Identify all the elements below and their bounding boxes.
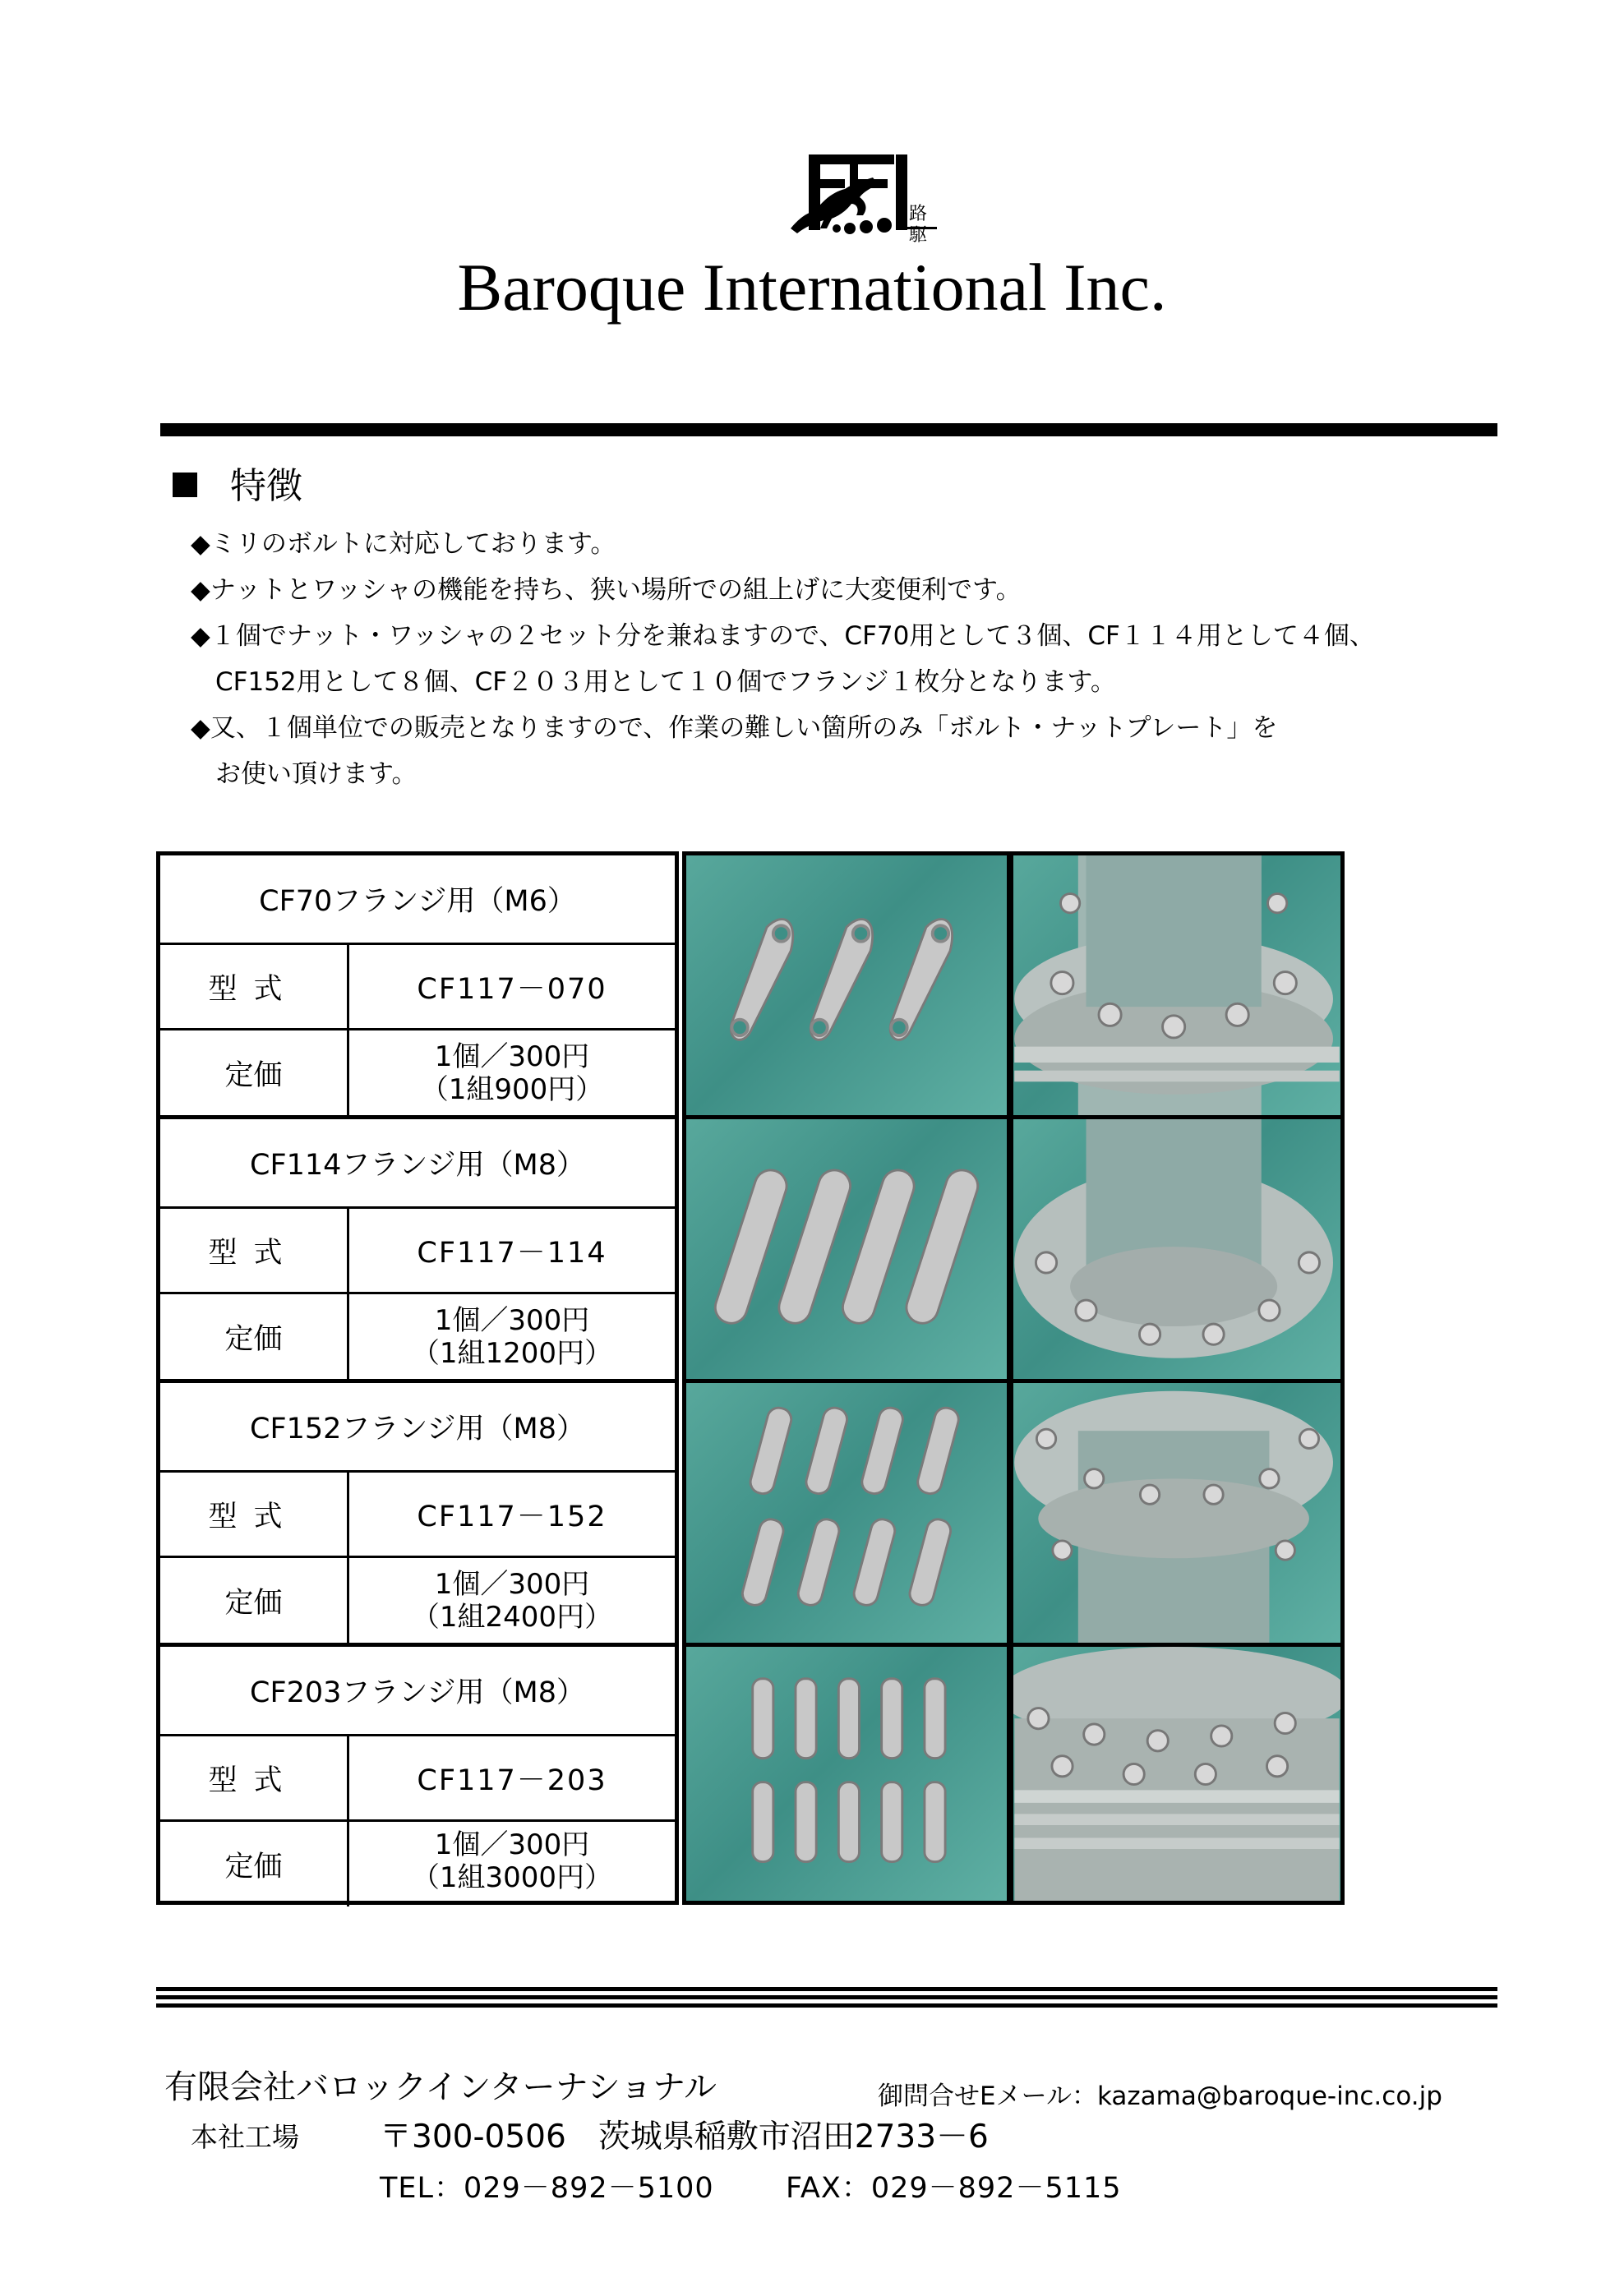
feature-line: ◆又、１個単位での販売となりますので、作業の難しい箇所のみ「ボルト・ナットプレート」を — [191, 713, 1278, 743]
model-value: CF117－203 — [349, 1734, 675, 1819]
price-set: （1組1200円） — [411, 1336, 613, 1370]
flange-photo — [1009, 1379, 1345, 1647]
footer-divider — [156, 2003, 1497, 2008]
product-block — [160, 1383, 675, 1647]
price-unit: 1個／300円 — [434, 1303, 590, 1337]
price-value — [349, 1292, 675, 1379]
flange-icon — [1013, 1119, 1340, 1379]
product-title: CF114フランジ用（M8） — [250, 1149, 585, 1182]
price-label: 定価 — [160, 1819, 349, 1906]
model-label: 型式 — [160, 1734, 349, 1819]
price-unit: 1個／300円 — [434, 1040, 590, 1073]
bolt-plate-icon — [686, 855, 1007, 1115]
price-label: 定価 — [160, 1556, 349, 1643]
bolt-plate-icon — [686, 1647, 1007, 1901]
price-unit: 1個／300円 — [434, 1828, 590, 1861]
price-set: （1組900円） — [420, 1072, 604, 1106]
spec-table — [156, 851, 679, 1905]
divider — [160, 423, 1497, 436]
plate-photo — [682, 1115, 1011, 1383]
price-unit: 1個／300円 — [434, 1567, 590, 1601]
company-title: Baroque International Inc. — [457, 250, 1167, 325]
price-value — [349, 1556, 675, 1643]
footer-hq-label: 本社工場 — [191, 2121, 299, 2153]
flange-icon — [1013, 855, 1340, 1115]
footer-fax: FAX：029－892－5115 — [786, 2172, 1122, 2205]
feature-line: CF152用として８個、CF２０３用として１０個でフランジ１枚分となります。 — [215, 667, 1116, 697]
price-label: 定価 — [160, 1292, 349, 1379]
flange-photo — [1009, 1115, 1345, 1383]
flange-photo — [1009, 851, 1345, 1119]
product-title: CF70フランジ用（M6） — [259, 885, 576, 918]
footer-email: 御問合せEメール：kazama@baroque-inc.co.jp — [878, 2082, 1442, 2111]
model-value: CF117－070 — [349, 943, 675, 1028]
model-label: 型式 — [160, 1470, 349, 1556]
feature-line: ◆１個でナット・ワッシャの２セット分を兼ねますので、CF70用として３個、CF１１４用として４個、 — [191, 621, 1375, 651]
plate-photo — [682, 1379, 1011, 1647]
feature-line: お使い頂けます。 — [215, 759, 418, 789]
flange-icon — [1013, 1647, 1340, 1901]
footer-divider — [156, 1995, 1497, 1999]
price-set: （1組2400円） — [411, 1600, 613, 1634]
bolt-plate-icon — [686, 1119, 1007, 1379]
photo-grid — [682, 851, 1345, 1905]
price-value — [349, 1819, 675, 1901]
product-title: CF203フランジ用（M8） — [250, 1676, 585, 1709]
logo-glyphs: 路駆 — [909, 204, 928, 246]
price-value — [349, 1028, 675, 1115]
model-value: CF117－114 — [349, 1206, 675, 1292]
footer-company-name: 有限会社バロックインターナショナル — [164, 2068, 717, 2106]
price-set: （1組3000円） — [411, 1861, 613, 1894]
model-value: CF117－152 — [349, 1470, 675, 1556]
product-block — [160, 855, 675, 1119]
product-block — [160, 1119, 675, 1383]
bolt-plate-icon — [686, 1383, 1007, 1643]
product-title: CF152フランジ用（M8） — [250, 1413, 585, 1445]
footer-tel: TEL：029－892－5100 — [380, 2172, 714, 2205]
plate-photo — [682, 851, 1011, 1119]
footer-divider — [156, 1987, 1497, 1991]
flange-photo — [1009, 1643, 1345, 1905]
model-label: 型式 — [160, 1206, 349, 1292]
model-label: 型式 — [160, 943, 349, 1028]
company-logo — [781, 150, 940, 245]
feature-line: ◆ナットとワッシャの機能を持ち、狭い場所での組上げに大変便利です。 — [191, 575, 1022, 605]
price-label: 定価 — [160, 1028, 349, 1115]
product-block — [160, 1647, 675, 1901]
square-bullet-icon — [173, 473, 197, 497]
features-heading-text: 特徴 — [230, 465, 302, 507]
plate-photo — [682, 1643, 1011, 1905]
footer-address: 〒300-0506 茨城県稲敷市沼田2733－6 — [380, 2118, 989, 2155]
flange-icon — [1013, 1383, 1340, 1643]
features-heading — [173, 460, 302, 513]
feature-line: ◆ミリのボルトに対応しております。 — [191, 529, 616, 559]
